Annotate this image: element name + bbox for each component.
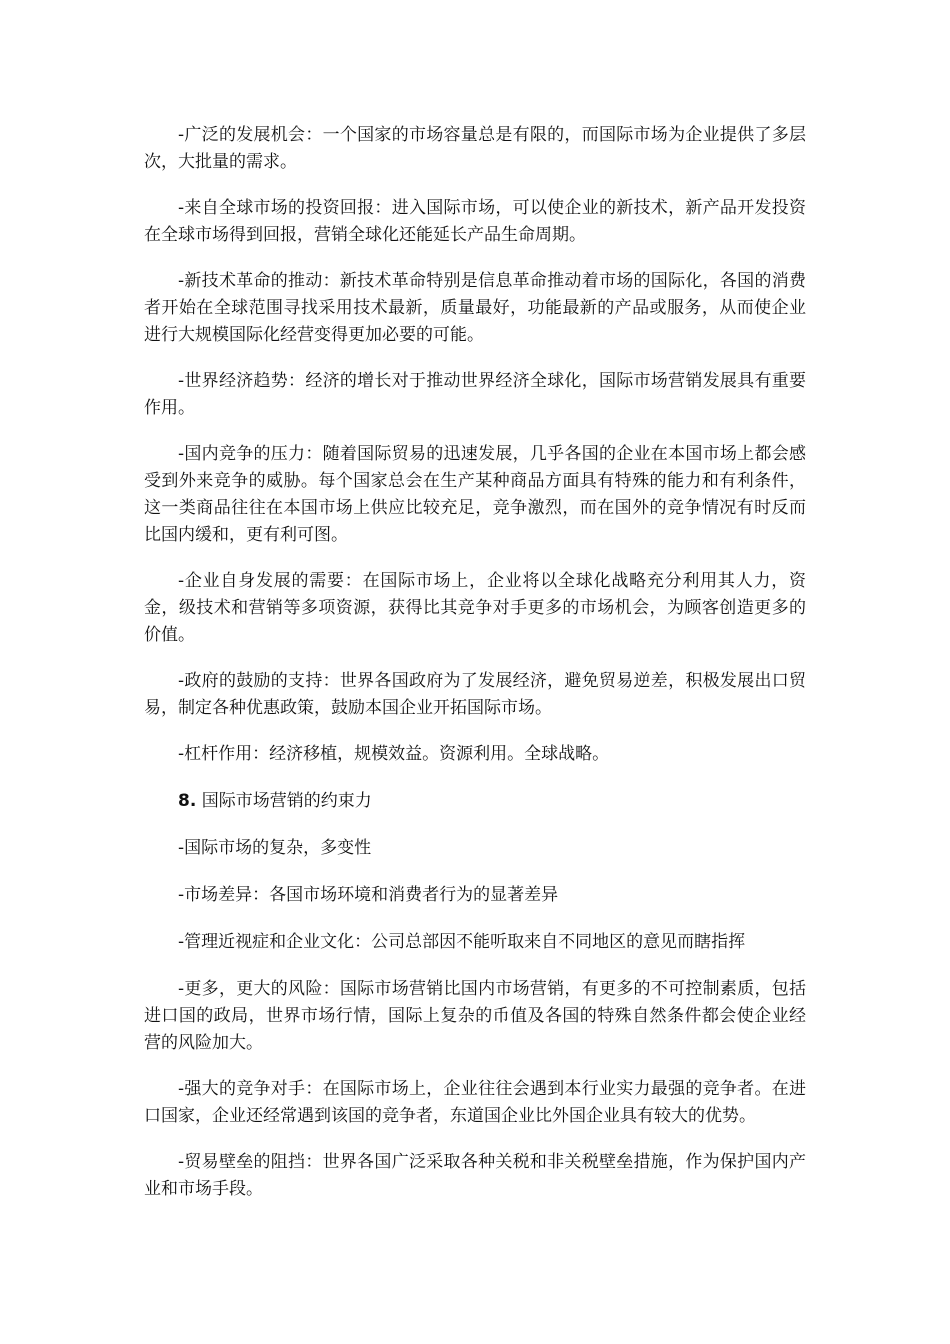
paragraph-tech-revolution: -新技术革命的推动：新技术革命特别是信息革命推动着市场的国际化，各国的消费者开始在全球范围寻找采用技术最新，质量最好，功能最新的产品或服务，从而使企业进行大规模国际化经营变得更加必要的可能。 (144, 271, 806, 345)
constraint-strong-competitors: -强大的竞争对手：在国际市场上，企业往往会遇到本行业实力最强的竞争者。在进口国家，企业还经常遇到该国的竞争者，东道国企业比外国企业具有较大的优势。 (144, 1079, 806, 1126)
paragraph-domestic-competition: -国内竞争的压力：随着国际贸易的迅速发展，几乎各国的企业在本国市场上都会感受到外来竞争的威胁。每个国家总会在生产某种商品方面具有特殊的能力和有利条件，这一类商品往往在本国市场上供应比较充足，竞争激烈，而在国外的竞争情况有时反而比国内缓和，更有利可图。 (144, 444, 806, 545)
constraint-complexity: -国际市场的复杂，多变性 (178, 838, 372, 858)
document-page (144, 122, 806, 1222)
section-number: 8. (178, 791, 197, 811)
constraint-market-difference: -市场差异：各国市场环境和消费者行为的显著差异 (178, 885, 559, 905)
section-heading (144, 788, 806, 815)
paragraph-investment-return: -来自全球市场的投资回报：进入国际市场，可以使企业的新技术，新产品开发投资在全球市场得到回报，营销全球化还能延长产品生命周期。 (144, 198, 806, 245)
section-title: 国际市场营销的约束力 (196, 791, 372, 811)
paragraph-self-development: -企业自身发展的需要：在国际市场上，企业将以全球化战略充分利用其人力，资金，级技术和营销等多项资源，获得比其竞争对手更多的市场机会，为顾客创造更多的价值。 (144, 571, 806, 645)
constraint-trade-barriers: -贸易壁垒的阻挡：世界各国广泛采取各种关税和非关税壁垒措施，作为保护国内产业和市场手段。 (144, 1152, 806, 1199)
constraint-management-myopia: -管理近视症和企业文化：公司总部因不能听取来自不同地区的意见而瞎指挥 (178, 932, 746, 952)
paragraph-government-support: -政府的鼓励的支持：世界各国政府为了发展经济，避免贸易逆差，积极发展出口贸易，制定各种优惠政策，鼓励本国企业开拓国际市场。 (144, 671, 806, 718)
paragraph-opportunities: -广泛的发展机会：一个国家的市场容量总是有限的，而国际市场为企业提供了多层次，大批量的需求。 (144, 125, 806, 172)
paragraph-economic-trend: -世界经济趋势：经济的增长对于推动世界经济全球化，国际市场营销发展具有重要作用。 (144, 371, 806, 418)
paragraph-leverage: -杠杆作用：经济移植，规模效益。资源利用。全球战略。 (178, 744, 610, 764)
constraint-greater-risk: -更多，更大的风险：国际市场营销比国内市场营销，有更多的不可控制素质，包括进口国的政局，世界市场行情，国际上复杂的币值及各国的特殊自然条件都会使企业经营的风险加大。 (144, 979, 806, 1053)
